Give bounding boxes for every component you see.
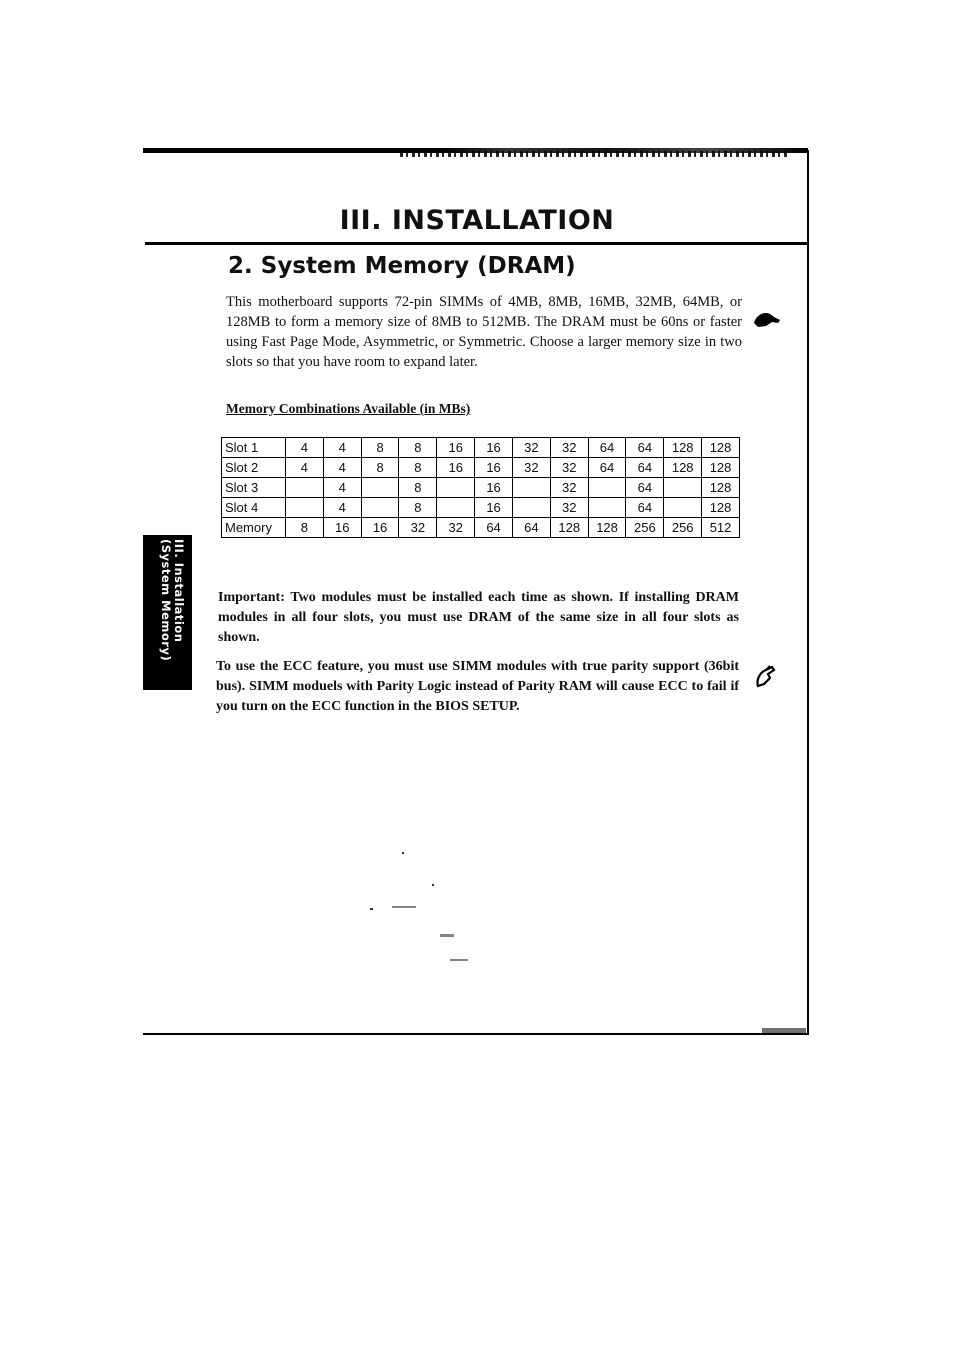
table-cell: 16 xyxy=(437,438,475,458)
table-cell xyxy=(664,498,702,518)
table-row xyxy=(222,498,740,518)
table-cell: 64 xyxy=(626,498,664,518)
table-cell: 128 xyxy=(664,438,702,458)
table-cell: 16 xyxy=(437,458,475,478)
table-cell: 256 xyxy=(664,518,702,538)
hand-note-icon xyxy=(752,664,778,690)
table-cell: 8 xyxy=(286,518,324,538)
table-cell: 64 xyxy=(626,478,664,498)
table-cell: 128 xyxy=(550,518,588,538)
table-cell xyxy=(512,498,550,518)
table-cell: 128 xyxy=(702,498,740,518)
table-cell xyxy=(664,478,702,498)
scan-speck xyxy=(762,1028,806,1033)
table-cell: 128 xyxy=(702,438,740,458)
ecc-note: To use the ECC feature, you must use SIMM modules with true parity support (36bit bus). SIMM moduels with Parity Logic instead of Parity RAM will cause ECC to fail if you turn on the ECC function in the BIOS SETUP. xyxy=(216,659,739,714)
table-row xyxy=(222,458,740,478)
table-cell: 32 xyxy=(550,498,588,518)
table-cell: 8 xyxy=(399,458,437,478)
table-cell xyxy=(512,478,550,498)
side-tab xyxy=(143,535,192,690)
table-cell xyxy=(286,498,324,518)
chapter-title: III. INSTALLATION xyxy=(339,205,615,236)
table-cell: 32 xyxy=(437,518,475,538)
page-frame-scan-noise xyxy=(400,151,790,157)
table-cell: 4 xyxy=(286,458,324,478)
table-cell: 8 xyxy=(361,458,399,478)
hand-pointer-icon xyxy=(752,309,782,329)
page-frame-right xyxy=(807,150,809,1035)
table-cell: 16 xyxy=(323,518,361,538)
side-tab-line-1: III. Installation xyxy=(172,539,186,643)
table-cell: 16 xyxy=(475,498,513,518)
table-cell: 32 xyxy=(550,458,588,478)
table-cell: 8 xyxy=(399,438,437,458)
scan-speck xyxy=(440,934,454,937)
table-cell: 64 xyxy=(475,518,513,538)
scan-speck xyxy=(370,908,373,910)
side-tab-label xyxy=(159,539,185,661)
table-cell: 8 xyxy=(361,438,399,458)
table-cell: 32 xyxy=(550,438,588,458)
section-heading: 2. System Memory (DRAM) xyxy=(228,253,576,279)
table-cell: 128 xyxy=(588,518,626,538)
scan-speck xyxy=(402,852,404,854)
table-cell: 16 xyxy=(475,478,513,498)
table-cell: 4 xyxy=(323,498,361,518)
scan-speck xyxy=(392,906,416,908)
important-note: Important: Two modules must be installed each time as shown. If installing DRAM modules in all four slots, you must use DRAM of the same size in all four slots as shown. xyxy=(218,590,739,645)
table-cell: 32 xyxy=(512,458,550,478)
table-cell: 64 xyxy=(626,438,664,458)
table-cell: 64 xyxy=(588,438,626,458)
row-label: Memory xyxy=(222,518,286,538)
table-cell xyxy=(286,478,324,498)
table-cell: 4 xyxy=(323,478,361,498)
row-label: Slot 1 xyxy=(222,438,286,458)
table-cell xyxy=(588,478,626,498)
table-row xyxy=(222,438,740,458)
table-row xyxy=(222,518,740,538)
table-cell: 64 xyxy=(626,458,664,478)
table-cell: 64 xyxy=(512,518,550,538)
table-cell: 128 xyxy=(702,458,740,478)
table-cell xyxy=(588,498,626,518)
row-label: Slot 4 xyxy=(222,498,286,518)
table-cell xyxy=(437,478,475,498)
table-cell: 4 xyxy=(286,438,324,458)
table-cell: 32 xyxy=(512,438,550,458)
table-cell: 32 xyxy=(550,478,588,498)
table-cell: 256 xyxy=(626,518,664,538)
table-cell: 4 xyxy=(323,438,361,458)
intro-paragraph: This motherboard supports 72-pin SIMMs of 4MB, 8MB, 16MB, 32MB, 64MB, or 128MB to form a memory size of 8MB to 512MB. The DRAM must be 60ns or faster using Fast Page Mode, Asymmetric, or Symmetric. Choose a larger memory size in two slots so that you have room to expand later. xyxy=(226,294,742,370)
table-cell: 16 xyxy=(475,438,513,458)
scan-speck xyxy=(432,884,434,886)
table-cell: 8 xyxy=(399,478,437,498)
table-cell: 32 xyxy=(399,518,437,538)
table-cell: 512 xyxy=(702,518,740,538)
table-cell: 4 xyxy=(323,458,361,478)
table-cell: 128 xyxy=(702,478,740,498)
memory-combinations-table xyxy=(221,437,740,538)
table-cell xyxy=(437,498,475,518)
table-cell: 64 xyxy=(588,458,626,478)
table-cell xyxy=(361,498,399,518)
table-cell: 16 xyxy=(361,518,399,538)
page-frame-bottom xyxy=(143,1033,808,1035)
table-cell: 128 xyxy=(664,458,702,478)
row-label: Slot 2 xyxy=(222,458,286,478)
scan-speck xyxy=(450,959,468,961)
table-row xyxy=(222,478,740,498)
table-caption: Memory Combinations Available (in MBs) xyxy=(226,401,471,416)
side-tab-line-2: (System Memory) xyxy=(159,539,173,662)
table-cell: 16 xyxy=(475,458,513,478)
table-cell xyxy=(361,478,399,498)
table-cell: 8 xyxy=(399,498,437,518)
title-rule xyxy=(145,242,808,245)
row-label: Slot 3 xyxy=(222,478,286,498)
